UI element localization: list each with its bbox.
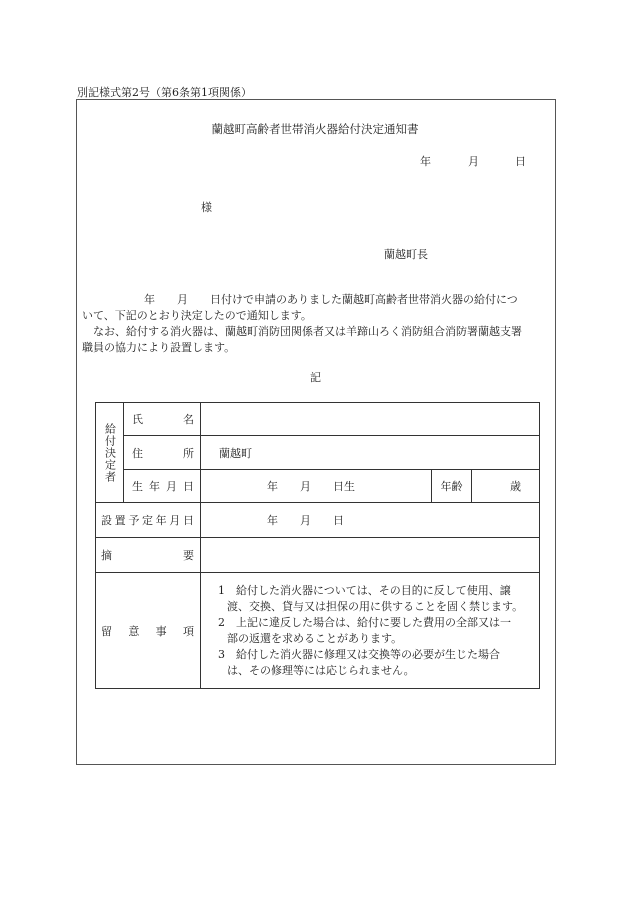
birth-year: 年	[267, 480, 278, 493]
body-line-4: 職員の協力により設置します。	[82, 341, 236, 354]
notes-cell: 1 給付した消火器については、その目的に反して使用、譲 渡、交換、貸与又は担保の用に供することを固く禁じます。 2 上記に違反した場合は、給付に要した費用の全部又は一 部の返還を求めることがあります。 3 給付した消火器に修理又は交換等の必要が生じた場合 は、その修理等には応じられません。	[201, 573, 540, 689]
date-year: 年	[420, 155, 431, 168]
notes-label-cell: 留 意 事 項	[96, 573, 201, 689]
form-reference: 別記様式第2号（第6条第1項関係）	[77, 86, 252, 99]
addressee-suffix: 様	[201, 201, 212, 214]
table-row-install	[96, 503, 540, 538]
document-title: 蘭越町高齢者世帯消火器給付決定通知書	[211, 122, 419, 136]
table-row-birth	[96, 470, 540, 503]
install-year: 年	[267, 514, 278, 527]
note-2: 2 上記に違反した場合は、給付に要した費用の全部又は一	[218, 615, 511, 629]
birth-month: 月	[300, 480, 311, 493]
install-date-field[interactable]	[201, 503, 540, 538]
body-line-3: なお、給付する消火器は、蘭越町消防団関係者又は羊蹄山ろく消防組合消防署蘭越支署	[82, 325, 522, 338]
body-line-1	[82, 292, 518, 308]
table-row-remarks	[96, 538, 540, 573]
address-field[interactable]	[201, 436, 540, 470]
ki-heading: 記	[310, 371, 321, 384]
age-unit: 歳	[510, 480, 522, 493]
group-label: 給付決定者	[103, 422, 117, 483]
address-value: 蘭越町	[219, 446, 252, 460]
body-text: 日付けで申請のありました蘭越町高齢者世帯消火器の給付につ	[210, 293, 518, 306]
date-day: 日	[515, 155, 526, 168]
remarks-label-cell: 摘 要	[96, 538, 201, 573]
issuer: 蘭越町長	[384, 248, 428, 261]
birth-day: 日生	[333, 480, 355, 493]
age-label: 年齢	[432, 470, 472, 503]
age-field[interactable]	[472, 470, 540, 503]
birthdate-field[interactable]	[201, 470, 432, 503]
date-month: 月	[468, 155, 479, 168]
table-row-name	[96, 403, 540, 436]
body-year: 年	[144, 293, 155, 306]
table-row-notes	[96, 573, 540, 689]
address-label-cell: 住 所	[124, 436, 201, 470]
recipient-table	[95, 402, 540, 689]
name-label-cell: 氏 名	[124, 403, 201, 436]
birth-label-cell: 生 年 月 日	[124, 470, 201, 503]
install-month: 月	[300, 514, 311, 527]
body-line-2: いて、下記のとおり決定したので通知します。	[82, 309, 312, 322]
install-day: 日	[333, 514, 344, 527]
body-month: 月	[177, 293, 188, 306]
install-label-cell: 設 置 予 定 年 月 日	[96, 503, 201, 538]
group-label-cell	[96, 403, 124, 503]
name-field[interactable]	[201, 403, 540, 436]
remarks-field[interactable]	[201, 538, 540, 573]
note-1: 1 給付した消火器については、その目的に反して使用、譲	[218, 583, 511, 597]
note-3: 3 給付した消火器に修理又は交換等の必要が生じた場合	[218, 647, 500, 661]
table-row-address	[96, 436, 540, 470]
